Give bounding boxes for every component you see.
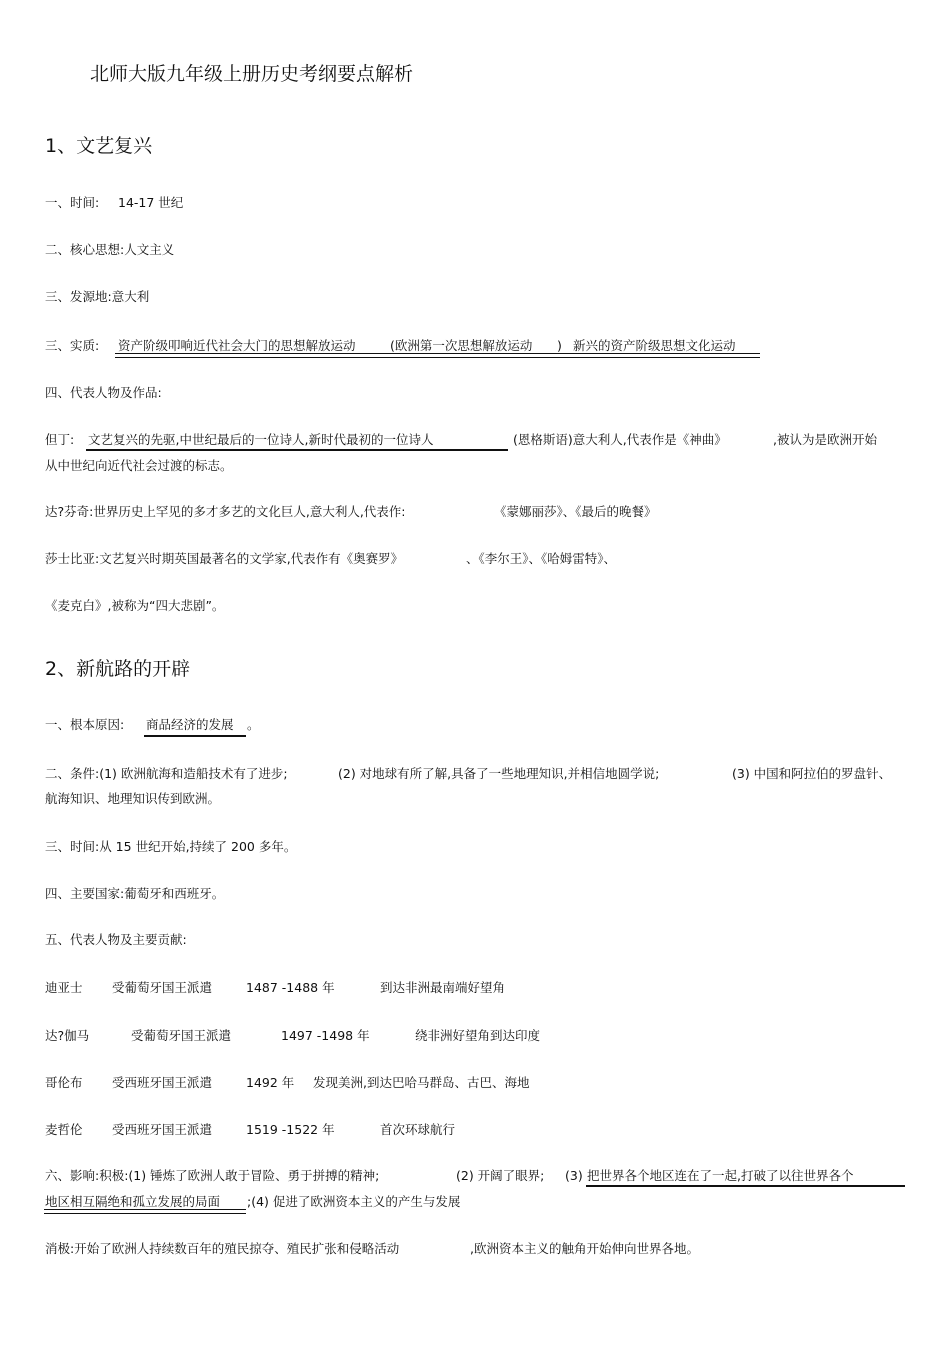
cause-label: 一、根本原因: bbox=[45, 717, 125, 732]
explorer-name: 哥伦布 bbox=[45, 1075, 83, 1090]
shakespeare-text-a: 莎士比亚:文艺复兴时期英国最著名的文学家,代表作有《奥赛罗》 bbox=[45, 551, 404, 566]
explorer-name: 达?伽马 bbox=[45, 1028, 90, 1043]
negative-a: 消极:开始了欧洲人持续数百年的殖民掠夺、殖民扩张和侵略活动 bbox=[45, 1241, 400, 1256]
explorer-feat: 到达非洲最南端好望角 bbox=[380, 980, 506, 995]
essence-text-c: ) bbox=[557, 338, 562, 353]
conditions-b: (2) 对地球有所了解,具备了一些地理知识,并相信地圆学说; bbox=[338, 766, 660, 781]
shakespeare-text-b: 、《李尔王》、《哈姆雷特》、 bbox=[466, 551, 617, 566]
dante-underline bbox=[86, 449, 508, 451]
explorer-feat: 绕非洲好望角到达印度 bbox=[415, 1028, 541, 1043]
page-title: 北师大版九年级上册历史考纲要点解析 bbox=[90, 63, 414, 85]
explorer-name: 麦哲伦 bbox=[45, 1122, 83, 1137]
impact-d: 把世界各个地区连在了一起,打破了以往世界各个 bbox=[587, 1168, 854, 1183]
davinci-text-a: 达?芬奇:世界历史上罕见的多才多艺的文化巨人,意大利人,代表作: bbox=[45, 504, 406, 519]
explorer-years: 1492 年 bbox=[246, 1075, 295, 1090]
dante-text-a: (恩格斯语)意大利人,代表作是《神曲》 bbox=[513, 432, 727, 447]
essence-underline bbox=[115, 353, 760, 358]
impact-underline-2 bbox=[44, 1209, 246, 1214]
main-countries: 四、主要国家:葡萄牙和西班牙。 bbox=[45, 886, 225, 901]
explorer-years: 1497 -1498 年 bbox=[281, 1028, 370, 1043]
explorer-name: 迪亚士 bbox=[45, 980, 83, 995]
essence-label: 三、实质: bbox=[45, 338, 100, 353]
negative-b: ,欧洲资本主义的触角开始伸向世界各地。 bbox=[470, 1241, 699, 1256]
time-label: 一、时间: bbox=[45, 195, 100, 210]
cause-value: 商品经济的发展 bbox=[146, 717, 234, 732]
explorer-feat: 首次环球航行 bbox=[380, 1122, 456, 1137]
origin: 三、发源地:意大利 bbox=[45, 289, 150, 304]
conditions-a: 二、条件:(1) 欧洲航海和造船技术有了进步; bbox=[45, 766, 288, 781]
conditions-d: 航海知识、地理知识传到欧洲。 bbox=[45, 791, 221, 806]
conditions-c: (3) 中国和阿拉伯的罗盘针、 bbox=[732, 766, 892, 781]
explorer-years: 1487 -1488 年 bbox=[246, 980, 335, 995]
explorer-sponsor: 受西班牙国王派遣 bbox=[112, 1075, 213, 1090]
impact-e: 地区相互隔绝和孤立发展的局面 bbox=[45, 1194, 221, 1209]
essence-text-d: 新兴的资产阶级思想文化运动 bbox=[573, 338, 736, 353]
shakespeare-text-c: 《麦克白》,被称为“四大悲剧”。 bbox=[45, 598, 225, 613]
davinci-text-b: 《蒙娜丽莎》、《最后的晚餐》 bbox=[494, 504, 657, 519]
impact-a: 六、影响:积极:(1) 锤炼了欧洲人敢于冒险、勇于拼搏的精神; bbox=[45, 1168, 380, 1183]
impact-underline-1 bbox=[586, 1185, 905, 1187]
dante-text-c: 从中世纪向近代社会过渡的标志。 bbox=[45, 458, 233, 473]
dante-label: 但丁: bbox=[45, 432, 75, 447]
explorer-years: 1519 -1522 年 bbox=[246, 1122, 335, 1137]
essence-text-b: (欧洲第一次思想解放运动 bbox=[390, 338, 533, 353]
core-idea: 二、核心思想:人文主义 bbox=[45, 242, 175, 257]
people-label: 五、代表人物及主要贡献: bbox=[45, 932, 187, 947]
figures-label: 四、代表人物及作品: bbox=[45, 385, 162, 400]
section-heading-renaissance: 1、文艺复兴 bbox=[45, 135, 153, 157]
explorer-sponsor: 受葡萄牙国王派遣 bbox=[112, 980, 213, 995]
explorer-feat: 发现美洲,到达巴哈马群岛、古巴、海地 bbox=[313, 1075, 530, 1090]
dante-underlined: 文艺复兴的先驱,中世纪最后的一位诗人,新时代最初的一位诗人 bbox=[88, 432, 434, 447]
section-heading-new-routes: 2、新航路的开辟 bbox=[45, 658, 191, 680]
essence-text-a: 资产阶级叩响近代社会大门的思想解放运动 bbox=[118, 338, 356, 353]
impact-b: (2) 开阔了眼界; bbox=[456, 1168, 545, 1183]
dante-text-b: ,被认为是欧洲开始 bbox=[773, 432, 877, 447]
time-value: 14-17 世纪 bbox=[118, 195, 184, 210]
explorer-sponsor: 受西班牙国王派遣 bbox=[112, 1122, 213, 1137]
impact-f: ;(4) 促进了欧洲资本主义的产生与发展 bbox=[247, 1194, 461, 1209]
cause-end: 。 bbox=[247, 717, 260, 732]
impact-c: (3) bbox=[565, 1168, 583, 1183]
voyage-time: 三、时间:从 15 世纪开始,持续了 200 多年。 bbox=[45, 839, 297, 854]
cause-underline bbox=[144, 735, 246, 737]
explorer-sponsor: 受葡萄牙国王派遣 bbox=[131, 1028, 232, 1043]
